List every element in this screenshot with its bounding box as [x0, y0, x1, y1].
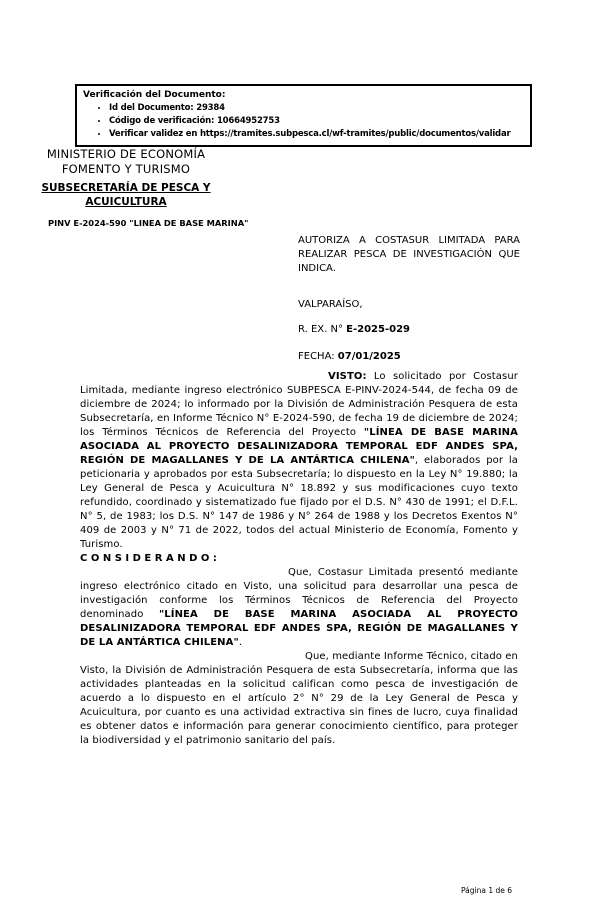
- paragraph1-end-text: .: [238, 637, 243, 648]
- paragraph1-intro-text: Que, Costasur Limitada presentó mediante ingreso electrónico citado en Visto, una solicitud para desarrollar una pesca de investigación conforme los Términos Técnicos de Referencia del Proyecto denominado: [80, 567, 518, 620]
- subsecretaria-name: SUBSECRETARÍA DE PESCA Y ACUICULTURA: [41, 182, 211, 208]
- resolution-number-line: [298, 323, 520, 337]
- considerando-heading: CONSIDERANDO:: [80, 553, 221, 564]
- pinv-reference: PINV E-2024-590 "LINEA DE BASE MARINA": [48, 218, 249, 228]
- ministry-name-line1: MINISTERIO DE ECONOMÍA: [46, 147, 206, 161]
- document-body: [80, 370, 518, 748]
- paragraph2-text: Que, mediante Informe Técnico, citado en Visto, la División de Administración Pesquera de esta Subsecretaría, informa que las actividades planteadas en la solicitud califican como pesca de investigación de acuerdo a lo dispuesto en el artículo 2° N° 29 de la Ley General de Pesca y Acuicultura, por cuanto es una actividad extractiva sin fines de lucro, cuya finalidad es obtener datos e información para generar conocimiento científico, para proteger la biodiversidad y el patrimonio sanitario del país.: [80, 651, 518, 746]
- date-value: 07/01/2025: [337, 351, 401, 362]
- city-line: VALPARAÍSO,: [298, 299, 363, 310]
- visto-label: VISTO:: [328, 371, 367, 382]
- verification-url-text: Verificar validez en https://tramites.subpesca.cl/wf-tramites/public/documentos/validar: [109, 129, 511, 139]
- visto-paragraph: [80, 370, 518, 552]
- page-number-indicator: Página 1 de 6: [461, 886, 513, 895]
- org-header: [34, 147, 218, 209]
- date-label: FECHA:: [298, 351, 338, 362]
- verification-list: [83, 102, 524, 140]
- verification-title: Verificación del Documento:: [83, 90, 226, 100]
- considerando-paragraph-1: [80, 566, 518, 650]
- visto-rest-text: , elaborados por la peticionaria y aprobados por esta Subsecretaría; lo dispuesto en la Ley N° 19.880; la Ley General de Pesca y Acuicultura N° 18.892 y sus modificaciones cuyo texto refundido, coordinado y sistematizado fue fijado por el D.S. N° 430 de 1991; el D.F.L. N° 5, de 1983; los D.S. N° 147 de 1986 y N° 264 de 1988 y los Decretos Exentos N° 409 de 2003 y N° 71 de 2022, todos del actual Ministerio de Economía, Fomento y Turismo.: [80, 455, 518, 550]
- resolution-subject: AUTORIZA A COSTASUR LIMITADA PARA REALIZAR PESCA DE INVESTIGACIÓN QUE INDICA.: [298, 235, 520, 274]
- verification-item-url: [109, 128, 524, 140]
- resolution-title-block: [298, 234, 520, 364]
- paragraph1-project-title: "LÍNEA DE BASE MARINA ASOCIADA AL PROYECTO DESALINIZADORA TEMPORAL EDF ANDES SPA, REGIÓN DE MAGALLANES Y DE LA ANTÁRTICA CHILENA": [80, 609, 518, 648]
- ministry-name-line2: FOMENTO Y TURISMO: [61, 162, 191, 176]
- verification-item-text: Código de verificación: 10664952753: [109, 116, 280, 126]
- date-line: [298, 350, 520, 364]
- verification-box: [75, 84, 532, 147]
- visto-intro-text: Lo solicitado por Costasur Limitada, mediante ingreso electrónico SUBPESCA E-PINV-2024-544, de fecha 09 de diciembre de 2024; lo informado por la División de Administración Pesquera de esta Subsecretaría, en Informe Técnico N° E-2024-590, de fecha 19 de diciembre de 2024; los Términos Técnicos de Referencia del Proyecto: [80, 371, 518, 438]
- verification-item-document-id: [109, 102, 524, 114]
- verification-item-text: Id del Documento: 29384: [109, 103, 225, 113]
- visto-project-title: "LÍNEA DE BASE MARINA ASOCIADA AL PROYECTO DESALINIZADORA TEMPORAL EDF ANDES SPA, REGIÓN DE MAGALLANES Y DE LA ANTÁRTICA CHILENA": [80, 427, 518, 466]
- resolution-number-value: E-2025-029: [346, 324, 410, 335]
- resolution-number-label: R. EX. N°: [298, 324, 347, 335]
- considerando-paragraph-2: [80, 650, 518, 748]
- verification-item-code: [109, 115, 524, 127]
